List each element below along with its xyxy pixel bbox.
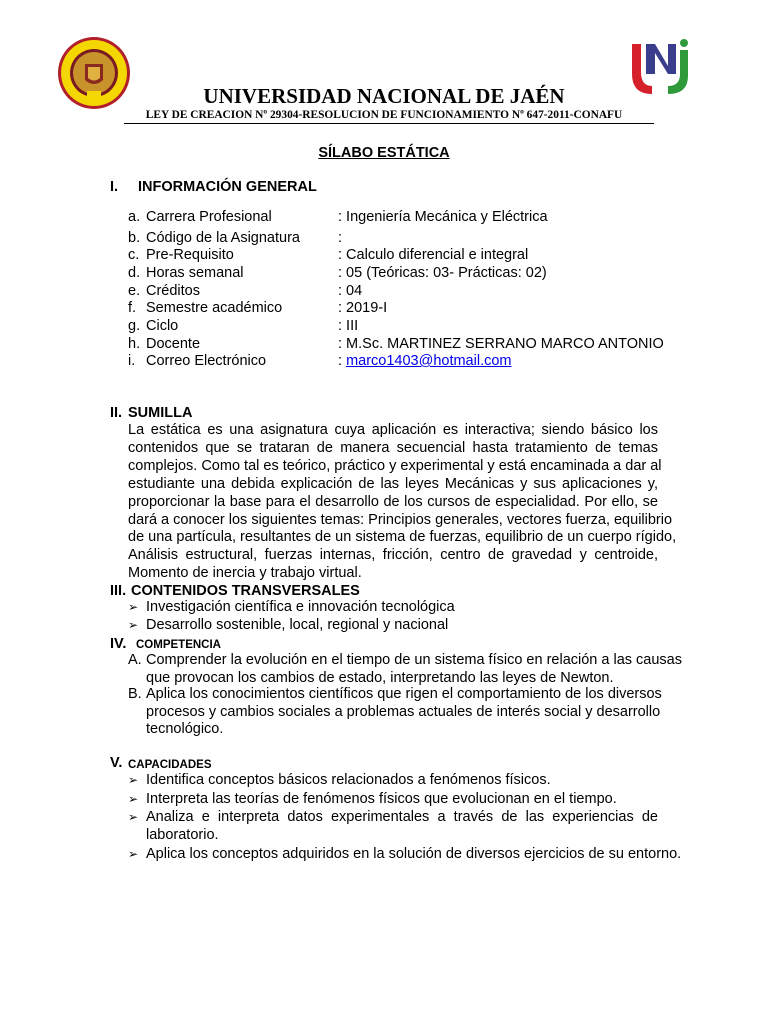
section2-number: II. bbox=[110, 405, 123, 421]
info-label: Semestre académico bbox=[146, 300, 283, 316]
info-label: Créditos bbox=[146, 283, 200, 299]
competence-text bbox=[146, 686, 662, 739]
list-item bbox=[128, 772, 658, 790]
competence-text bbox=[146, 652, 682, 687]
info-value: : Ingeniería Mecánica y Eléctrica bbox=[338, 209, 548, 225]
info-letter: i. bbox=[128, 353, 136, 369]
info-value: : bbox=[338, 230, 343, 246]
arrow-bullet-icon: ➢ bbox=[128, 618, 139, 632]
info-label: Horas semanal bbox=[146, 265, 244, 281]
info-value: : M.Sc. MARTINEZ SERRANO MARCO ANTONIO bbox=[338, 336, 664, 352]
sumilla-line: complejos. Como tal es teórico, práctico y experimental y está encaminada a dar al bbox=[128, 457, 662, 474]
sumilla-line: Análisis estructural, fuerzas internas, fricción, centro de gravedad y centroide, bbox=[128, 547, 658, 564]
section1-number: I. bbox=[110, 179, 119, 195]
info-value: : III bbox=[338, 318, 359, 334]
info-label: Correo Electrónico bbox=[146, 353, 267, 369]
bullet-line: Interpreta las teorías de fenómenos físicos que evolucionan en el tiempo. bbox=[146, 791, 617, 807]
document-title: SÍLABO ESTÁTICA bbox=[318, 145, 450, 161]
creation-law-line: LEY DE CREACION Nº 29304-RESOLUCION DE FUNCIONAMIENTO Nº 647-2011-CONAFU bbox=[145, 109, 623, 121]
section5-title: CAPACIDADES bbox=[128, 759, 212, 771]
email-prefix: : bbox=[338, 353, 347, 369]
arrow-bullet-icon: ➢ bbox=[128, 792, 139, 806]
info-label: Ciclo bbox=[146, 318, 179, 334]
arrow-bullet-icon: ➢ bbox=[128, 773, 139, 787]
competence-line: tecnológico. bbox=[146, 721, 224, 738]
info-value: : Calculo diferencial e integral bbox=[338, 247, 529, 263]
bullet-text bbox=[146, 791, 658, 809]
competence-line: Comprender la evolución en el tiempo de un sistema físico en relación a las causas bbox=[146, 652, 682, 668]
bullet-text bbox=[146, 772, 658, 790]
section3-number: III. bbox=[110, 583, 127, 599]
info-letter: g. bbox=[128, 318, 141, 334]
info-value: : 04 bbox=[338, 283, 363, 299]
email-link[interactable]: marco1403@hotmail.com bbox=[346, 353, 512, 369]
arrow-bullet-icon: ➢ bbox=[128, 847, 139, 861]
list-item bbox=[128, 617, 658, 635]
university-name: UNIVERSIDAD NACIONAL DE JAÉN bbox=[203, 84, 565, 108]
info-letter: a. bbox=[128, 209, 141, 225]
section3-title: CONTENIDOS TRANSVERSALES bbox=[131, 583, 360, 599]
sumilla-line: estudiante una debida explicación de las leyes Mecánicas y sus aplicaciones y, bbox=[128, 475, 658, 492]
sumilla-line: Momento de inercia y trabajo virtual. bbox=[128, 565, 362, 582]
sumilla-line: proporcionar la base para el desarrollo de los cursos de especialidad. Por ello, se bbox=[128, 493, 658, 510]
competence-item bbox=[128, 652, 682, 688]
bullet-line: Aplica los conceptos adquiridos en la solución de diversos ejercicios de su entorno. bbox=[146, 846, 682, 862]
section5-number: V. bbox=[110, 755, 123, 771]
competence-letter: A. bbox=[128, 652, 142, 668]
info-letter: f. bbox=[128, 300, 137, 316]
sumilla-line: contenidos que se trataran de manera secuencial hasta tratamiento de temas bbox=[128, 439, 658, 456]
competence-line: procesos y cambios sociales a problemas actuales de interés social y desarrollo bbox=[146, 703, 661, 720]
bullet-text: Investigación científica e innovación tecnológica bbox=[146, 599, 455, 615]
info-label: Código de la Asignatura bbox=[146, 230, 300, 246]
bullet-line: laboratorio. bbox=[146, 826, 219, 843]
competence-line: que provocan los cambios de estado, interpretando las leyes de Newton. bbox=[146, 669, 614, 686]
info-value: : 05 (Teóricas: 03- Prácticas: 02) bbox=[338, 265, 547, 281]
header-divider bbox=[124, 123, 654, 124]
arrow-bullet-icon: ➢ bbox=[128, 600, 139, 614]
info-letter: c. bbox=[128, 247, 140, 263]
sumilla-paragraph bbox=[128, 422, 677, 583]
list-item bbox=[128, 846, 682, 864]
info-label: Docente bbox=[146, 336, 201, 352]
bullet-text bbox=[146, 809, 658, 844]
bullet-line: Analiza e interpreta datos experimentales a través de las experiencias de bbox=[146, 809, 658, 825]
info-value: : 2019-I bbox=[338, 300, 388, 316]
info-label: Carrera Profesional bbox=[146, 209, 272, 225]
bullet-text: Desarrollo sostenible, local, regional y nacional bbox=[146, 617, 449, 633]
info-letter: e. bbox=[128, 283, 141, 299]
sumilla-line: dará a conocer los siguientes temas: Principios generales, vectores fuerza, equilibrio bbox=[128, 511, 673, 528]
competence-item bbox=[128, 686, 662, 740]
info-letter: d. bbox=[128, 265, 141, 281]
section4-number: IV. bbox=[110, 636, 127, 652]
info-label: Pre-Requisito bbox=[146, 247, 234, 263]
section1-title: INFORMACIÓN GENERAL bbox=[138, 179, 317, 195]
arrow-bullet-icon: ➢ bbox=[128, 810, 139, 824]
bullet-text bbox=[146, 846, 682, 864]
bullet-line: Identifica conceptos básicos relacionados a fenómenos físicos. bbox=[146, 772, 551, 788]
sumilla-line: La estática es una asignatura cuya aplicación es interactiva; siendo básico los bbox=[128, 422, 658, 438]
list-item bbox=[128, 791, 658, 809]
competence-letter: B. bbox=[128, 686, 142, 702]
list-item bbox=[128, 809, 658, 845]
info-letter: b. bbox=[128, 230, 141, 246]
email-value bbox=[338, 352, 512, 370]
info-letter: h. bbox=[128, 336, 141, 352]
competence-line: Aplica los conocimientos científicos que rigen el comportamiento de los diversos bbox=[146, 686, 662, 702]
section2-title: SUMILLA bbox=[128, 405, 193, 421]
list-item bbox=[128, 599, 658, 617]
section4-title: COMPETENCIA bbox=[136, 639, 221, 651]
sumilla-line: de una partícula, resultantes de un sistema de fuerzas, equilibrio de un cuerpo rígido, bbox=[128, 529, 677, 546]
